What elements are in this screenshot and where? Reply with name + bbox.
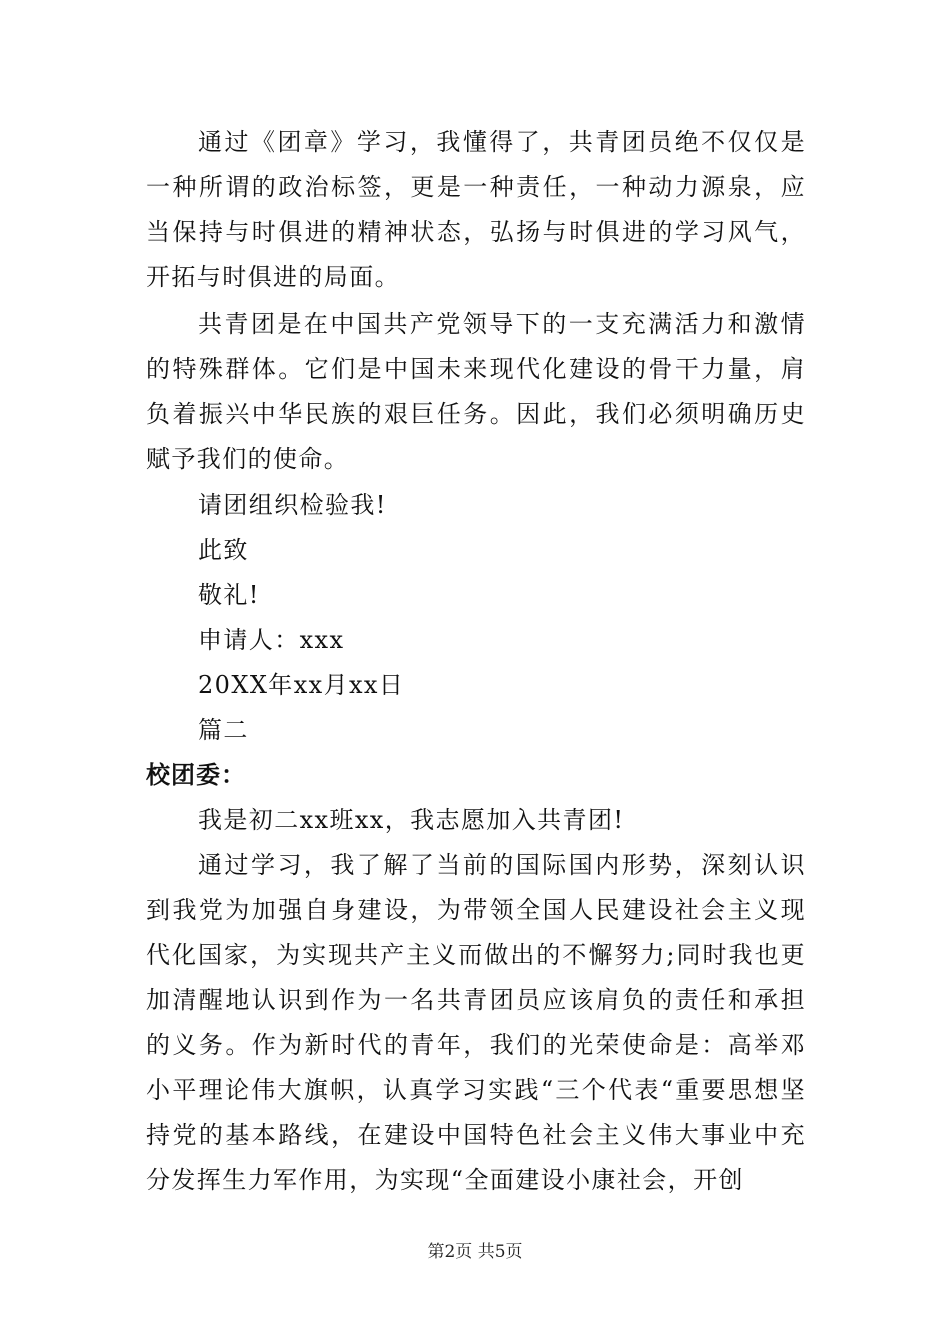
page-indicator: 第2页 共5页 bbox=[427, 1242, 523, 1262]
date-line: 20XX年xx月xx日 bbox=[198, 671, 405, 699]
applicant-line: 申请人：xxx bbox=[198, 626, 345, 654]
paragraph-study-situation: 通过学习，我了解了当前的国际国内形势，深刻认识到我党为加强自身建设，为带领全国人民建设社会主义现代化国家，为实现共产主义而做出的不懈努力;同时我也更加清醒地认识到作为一名共青团员应该肩负的责任和承担的义务。作为新时代的青年，我们的光荣使命是：高举邓小平理论伟大旗帜，认真学习实践“三个代表“重要思想坚持党的基本路线，在建设中国特色社会主义伟大事业中充分发挥生力军作用，为实现“全面建设小康社会，开创 bbox=[146, 851, 806, 1194]
section-label-part-two: 篇二 bbox=[198, 716, 249, 744]
section-heading: 校团委： bbox=[146, 761, 246, 789]
closing-salutation-line: 此致 bbox=[198, 536, 249, 564]
intro-line: 我是初二xx班xx，我志愿加入共青团! bbox=[198, 806, 625, 834]
paragraph-tuanzhang-study: 通过《团章》学习，我懂得了，共青团员绝不仅仅是一种所谓的政治标签，更是一种责任，一种动力源泉，应当保持与时俱进的精神状态，弘扬与时俱进的学习风气，开拓与时俱进的局面。 bbox=[146, 128, 806, 291]
closing-request-line: 请团组织检验我! bbox=[198, 491, 387, 519]
closing-regards-line: 敬礼! bbox=[198, 581, 260, 609]
paragraph-youth-league-mission: 共青团是在中国共产党领导下的一支充满活力和激情的特殊群体。它们是中国未来现代化建设的骨干力量，肩负着振兴中华民族的艰巨任务。因此，我们必须明确历史赋予我们的使命。 bbox=[146, 310, 806, 473]
